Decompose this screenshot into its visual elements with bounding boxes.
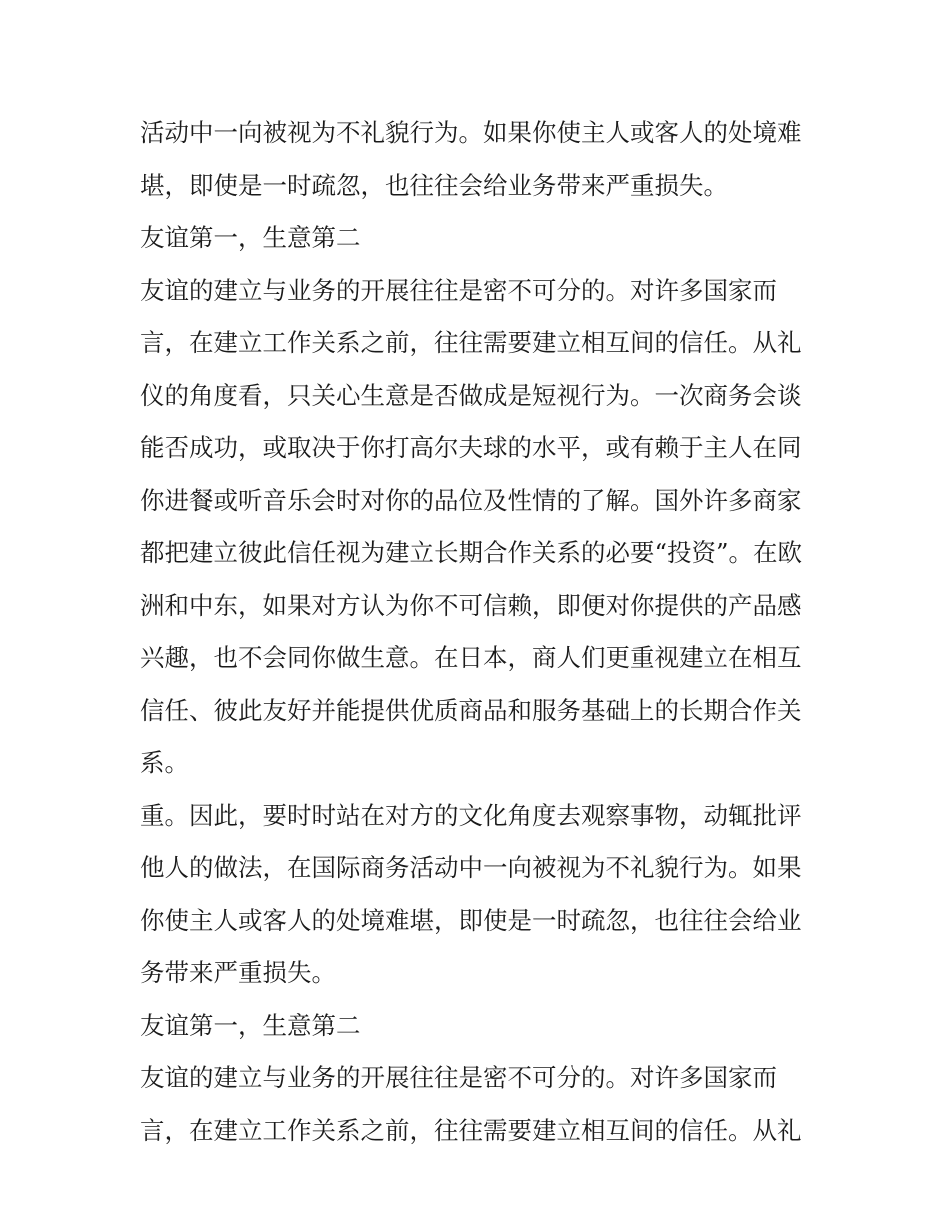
text-line: 信任、彼此友好并能提供优质商品和服务基础上的长期合作关: [140, 695, 802, 725]
text-line: 活动中一向被视为不礼貌行为。如果你使主人或客人的处境难: [140, 118, 802, 147]
section-heading: 友谊第一，生意第二: [140, 1010, 361, 1040]
text-line: 言，在建立工作关系之前，往往需要建立相互间的信任。从礼: [140, 1115, 802, 1145]
text-line: 他人的做法，在国际商务活动中一向被视为不礼貌行为。如果: [140, 853, 802, 882]
text-line: 你进餐或听音乐会时对你的品位及性情的了解。国外许多商家: [140, 485, 802, 515]
text-line: 仪的角度看，只关心生意是否做成是短视行为。一次商务会谈: [140, 380, 802, 410]
document-body: [140, 107, 820, 1157]
section-heading: 友谊第一，生意第二: [140, 223, 361, 252]
text-line: 重。因此，要时时站在对方的文化角度去观察事物，动辄批评: [140, 800, 802, 830]
text-line: 友谊的建立与业务的开展往往是密不可分的。对许多国家而: [140, 1063, 777, 1092]
text-line: 都把建立彼此信任视为建立长期合作关系的必要“投资”。在欧: [140, 538, 803, 567]
text-line: 你使主人或客人的处境难堪，即使是一时疏忽，也往往会给业: [140, 905, 802, 935]
text-line: 系。: [140, 748, 189, 777]
text-line: 能否成功，或取决于你打高尔夫球的水平，或有赖于主人在同: [140, 433, 802, 462]
text-line: 言，在建立工作关系之前，往往需要建立相互间的信任。从礼: [140, 328, 802, 357]
text-line: 洲和中东，如果对方认为你不可信赖，即便对你提供的产品感: [140, 590, 802, 620]
text-line: 友谊的建立与业务的开展往往是密不可分的。对许多国家而: [140, 275, 777, 305]
text-line: 兴趣，也不会同你做生意。在日本，商人们更重视建立在相互: [140, 643, 802, 672]
text-line: 务带来严重损失。: [140, 958, 336, 987]
text-line: 堪，即使是一时疏忽，也往往会给业务带来严重损失。: [140, 170, 728, 200]
